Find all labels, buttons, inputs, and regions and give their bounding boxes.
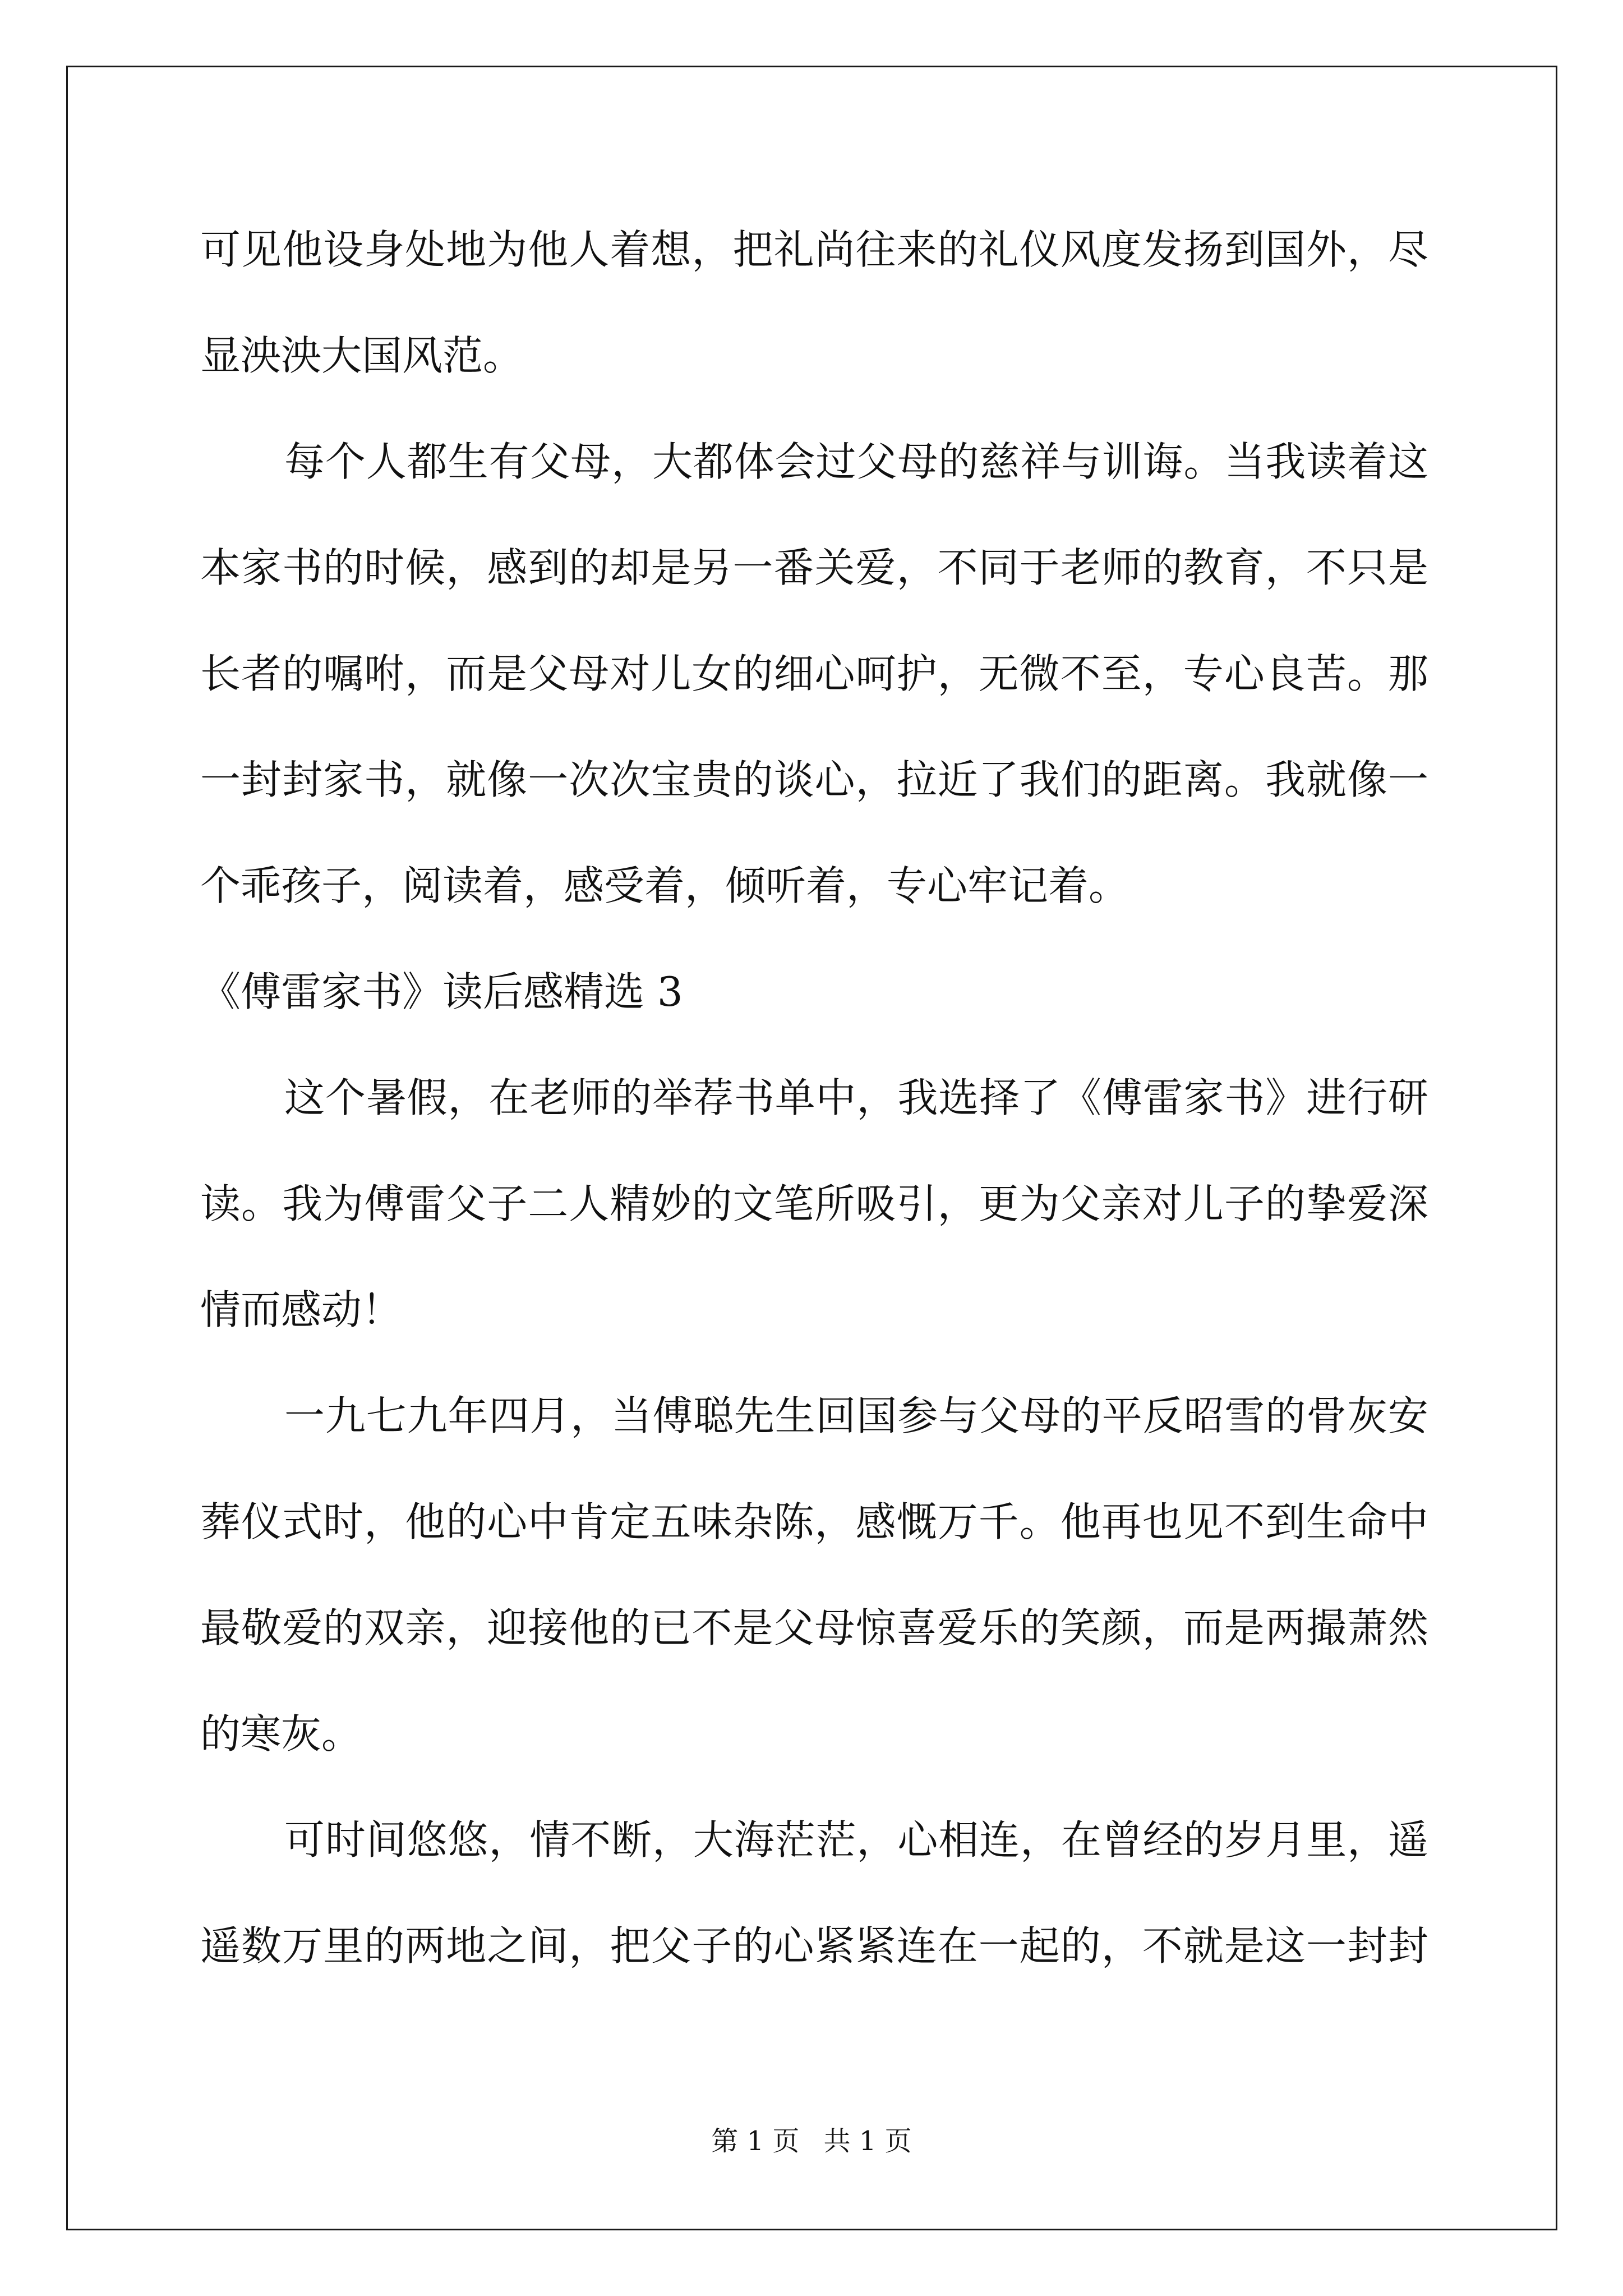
text-line: 个乖孩子，阅读着，感受着，倾听着，专心牢记着。 — [200, 862, 1129, 909]
text-line: 的寒灰。 — [200, 1710, 362, 1757]
document-body — [200, 205, 1428, 2007]
page-total: 共 1 页 — [823, 2125, 912, 2157]
page-footer — [0, 2119, 1623, 2158]
text-line: 这个暑假，在老师的举荐书单中，我选择了《傅雷家书》进行研 — [284, 1074, 1428, 1121]
text-line: 葬仪式时，他的心中肯定五味杂陈，感慨万千。他再也见不到生命中 — [200, 1498, 1428, 1545]
text-line: 遥数万里的两地之间，把父子的心紧紧连在一起的，不就是这一封封 — [200, 1922, 1428, 1970]
text-line: 显泱泱大国风范。 — [200, 332, 524, 379]
text-line: 一封封家书，就像一次次宝贵的谈心，拉近了我们的距离。我就像一 — [200, 756, 1428, 803]
text-line: 长者的嘱咐，而是父母对儿女的细心呵护，无微不至，专心良苦。那 — [200, 650, 1428, 697]
text-line: 本家书的时候，感到的却是另一番关爱，不同于老师的教育，不只是 — [200, 544, 1428, 591]
page-number: 第 1 页 — [711, 2125, 800, 2157]
text-line: 可见他设身处地为他人着想，把礼尚往来的礼仪风度发扬到国外，尽 — [200, 226, 1428, 273]
text-line: 最敬爱的双亲，迎接他的已不是父母惊喜爱乐的笑颜，而是两撮萧然 — [200, 1604, 1428, 1651]
text-line: 每个人都生有父母，大都体会过父母的慈祥与训诲。当我读着这 — [284, 438, 1428, 485]
text-line: 情而感动！ — [200, 1286, 403, 1333]
text-line: 可时间悠悠，情不断，大海茫茫，心相连，在曾经的岁月里，遥 — [284, 1816, 1428, 1864]
text-line: 读。我为傅雷父子二人精妙的文笔所吸引，更为父亲对儿子的挚爱深 — [200, 1180, 1428, 1227]
section-heading: 《傅雷家书》读后感精选 3 — [200, 968, 683, 1015]
text-line: 一九七九年四月，当傅聪先生回国参与父母的平反昭雪的骨灰安 — [284, 1392, 1428, 1439]
